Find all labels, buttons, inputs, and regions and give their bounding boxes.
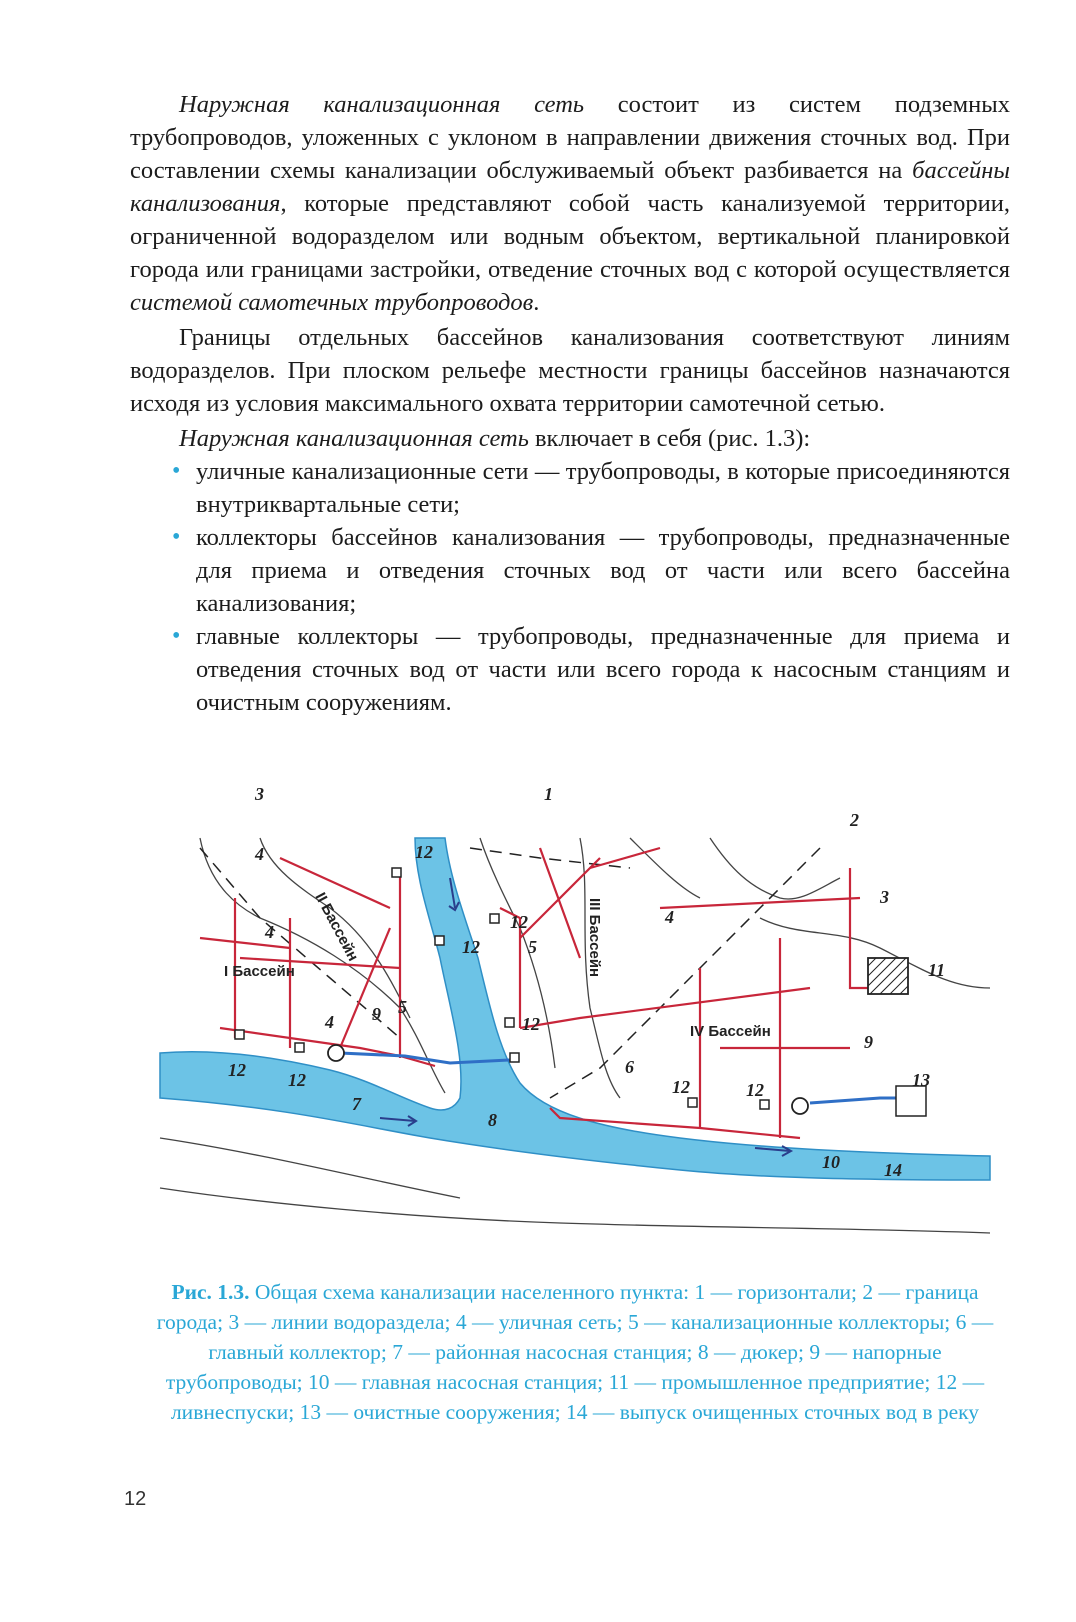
label-5: 5 — [528, 937, 537, 957]
label-12e: 12 — [228, 1060, 246, 1080]
label-12c: 12 — [510, 912, 528, 932]
label-3b: 3 — [880, 887, 889, 907]
paragraph-2: Границы отдельных бассейнов канализования соответствуют линиям водоразделов. При плоском рельефе местности границы бассейнов назначаются исходя из условия максимального охвата территории самотечной сетью. — [130, 324, 1010, 417]
label-5b: 5 — [398, 997, 407, 1017]
district-pump-station — [328, 1045, 344, 1061]
basin-label-1: I Бассейн — [224, 963, 295, 980]
label-4: 4 — [255, 844, 264, 864]
label-14: 14 — [884, 1160, 902, 1180]
label-6: 6 — [625, 1057, 634, 1077]
list-item: • уличные канализационные сети — трубопроводы, в которые присоединяются внутриквартальные сети; — [128, 455, 1010, 521]
sewer-scheme-figure — [160, 784, 990, 1238]
basin-label-4: IV Бассейн — [690, 1023, 771, 1040]
list-item: • главные коллекторы — трубопроводы, предназначенные для приема и отведения сточных вод от части или всего города к насосным станциям и очистным сооружениям. — [128, 620, 1010, 719]
label-12g: 12 — [672, 1077, 690, 1097]
river — [160, 838, 990, 1180]
list-item: • коллекторы бассейнов канализования — трубопроводы, предназначенные для приема и отведения сточных вод от части или всего бассейна канализования; — [128, 521, 1010, 620]
bullet-list — [130, 455, 1010, 719]
treatment-plant — [896, 1086, 926, 1116]
label-12d: 12 — [522, 1014, 540, 1034]
bullet-icon: • — [172, 524, 181, 550]
term-gravity-system: системой самотечных трубопроводов — [130, 289, 534, 316]
label-10: 10 — [822, 1152, 840, 1172]
label-4d: 4 — [325, 1012, 334, 1032]
term-external-network: Наружная канализационная сеть — [179, 91, 585, 118]
label-12h: 12 — [746, 1080, 764, 1100]
pressure-pipes — [340, 1053, 900, 1103]
label-2: 2 — [850, 810, 859, 830]
bullet-icon: • — [172, 458, 181, 484]
label-8: 8 — [488, 1110, 497, 1130]
label-4b: 4 — [265, 922, 274, 942]
term-basins: бассейны канализования — [130, 157, 1010, 217]
label-1: 1 — [544, 784, 553, 804]
main-pump-station — [792, 1098, 808, 1114]
label-4c: 4 — [665, 907, 674, 927]
paragraph-1: Наружная канализационная сеть состоит из систем подземных трубопроводов, уложенных с уклоном в направлении движения сточных вод. При составлении схемы канализации обслуживаемый объект разбивается на бассейны канализования, которые представляют собой часть канализуемой территории, ограниченной водоразделом или водным объектом, вертикальной планировкой города или границами застройки, отведение сточных вод с которой осуществляется системой самотечных трубопроводов. — [130, 91, 1011, 316]
label-11: 11 — [928, 960, 946, 980]
label-9b: 9 — [864, 1032, 873, 1052]
figure-caption — [140, 1277, 1010, 1427]
label-12f: 12 — [288, 1070, 306, 1090]
page-number: 12 — [124, 1488, 147, 1510]
label-7: 7 — [352, 1094, 361, 1114]
label-9: 9 — [372, 1004, 381, 1024]
basin-label-3: III Бассейн — [586, 898, 603, 978]
bullet-icon: • — [172, 623, 181, 649]
label-3: 3 — [255, 784, 264, 804]
label-12b: 12 — [462, 937, 480, 957]
caption-text: Общая схема канализации населенного пункта: 1 — горизонтали; 2 — граница города; 3 — линии водораздела; 4 — уличная сеть; 5 — канализационные коллекторы; 6 — главный коллектор; 7 — районная насосная станция; 8 — дюкер; 9 — напорные трубопроводы; 10 — главная насосная станция; 11 — промышленное предприятие; 12 — ливнеспуски; 13 — очистные сооружения; 14 — выпуск очищенных сточных вод в реку — [156, 1280, 994, 1424]
body-text — [130, 88, 1010, 719]
label-12: 12 — [415, 842, 433, 862]
label-13: 13 — [912, 1070, 930, 1090]
term-external-network-2: Наружная канализационная сеть — [179, 425, 529, 452]
caption-head: Рис. 1.3. — [171, 1280, 250, 1304]
basin-label-2: II Бассейн — [311, 889, 362, 965]
paragraph-3: Наружная канализационная сеть включает в себя (рис. 1.3): — [179, 425, 811, 452]
